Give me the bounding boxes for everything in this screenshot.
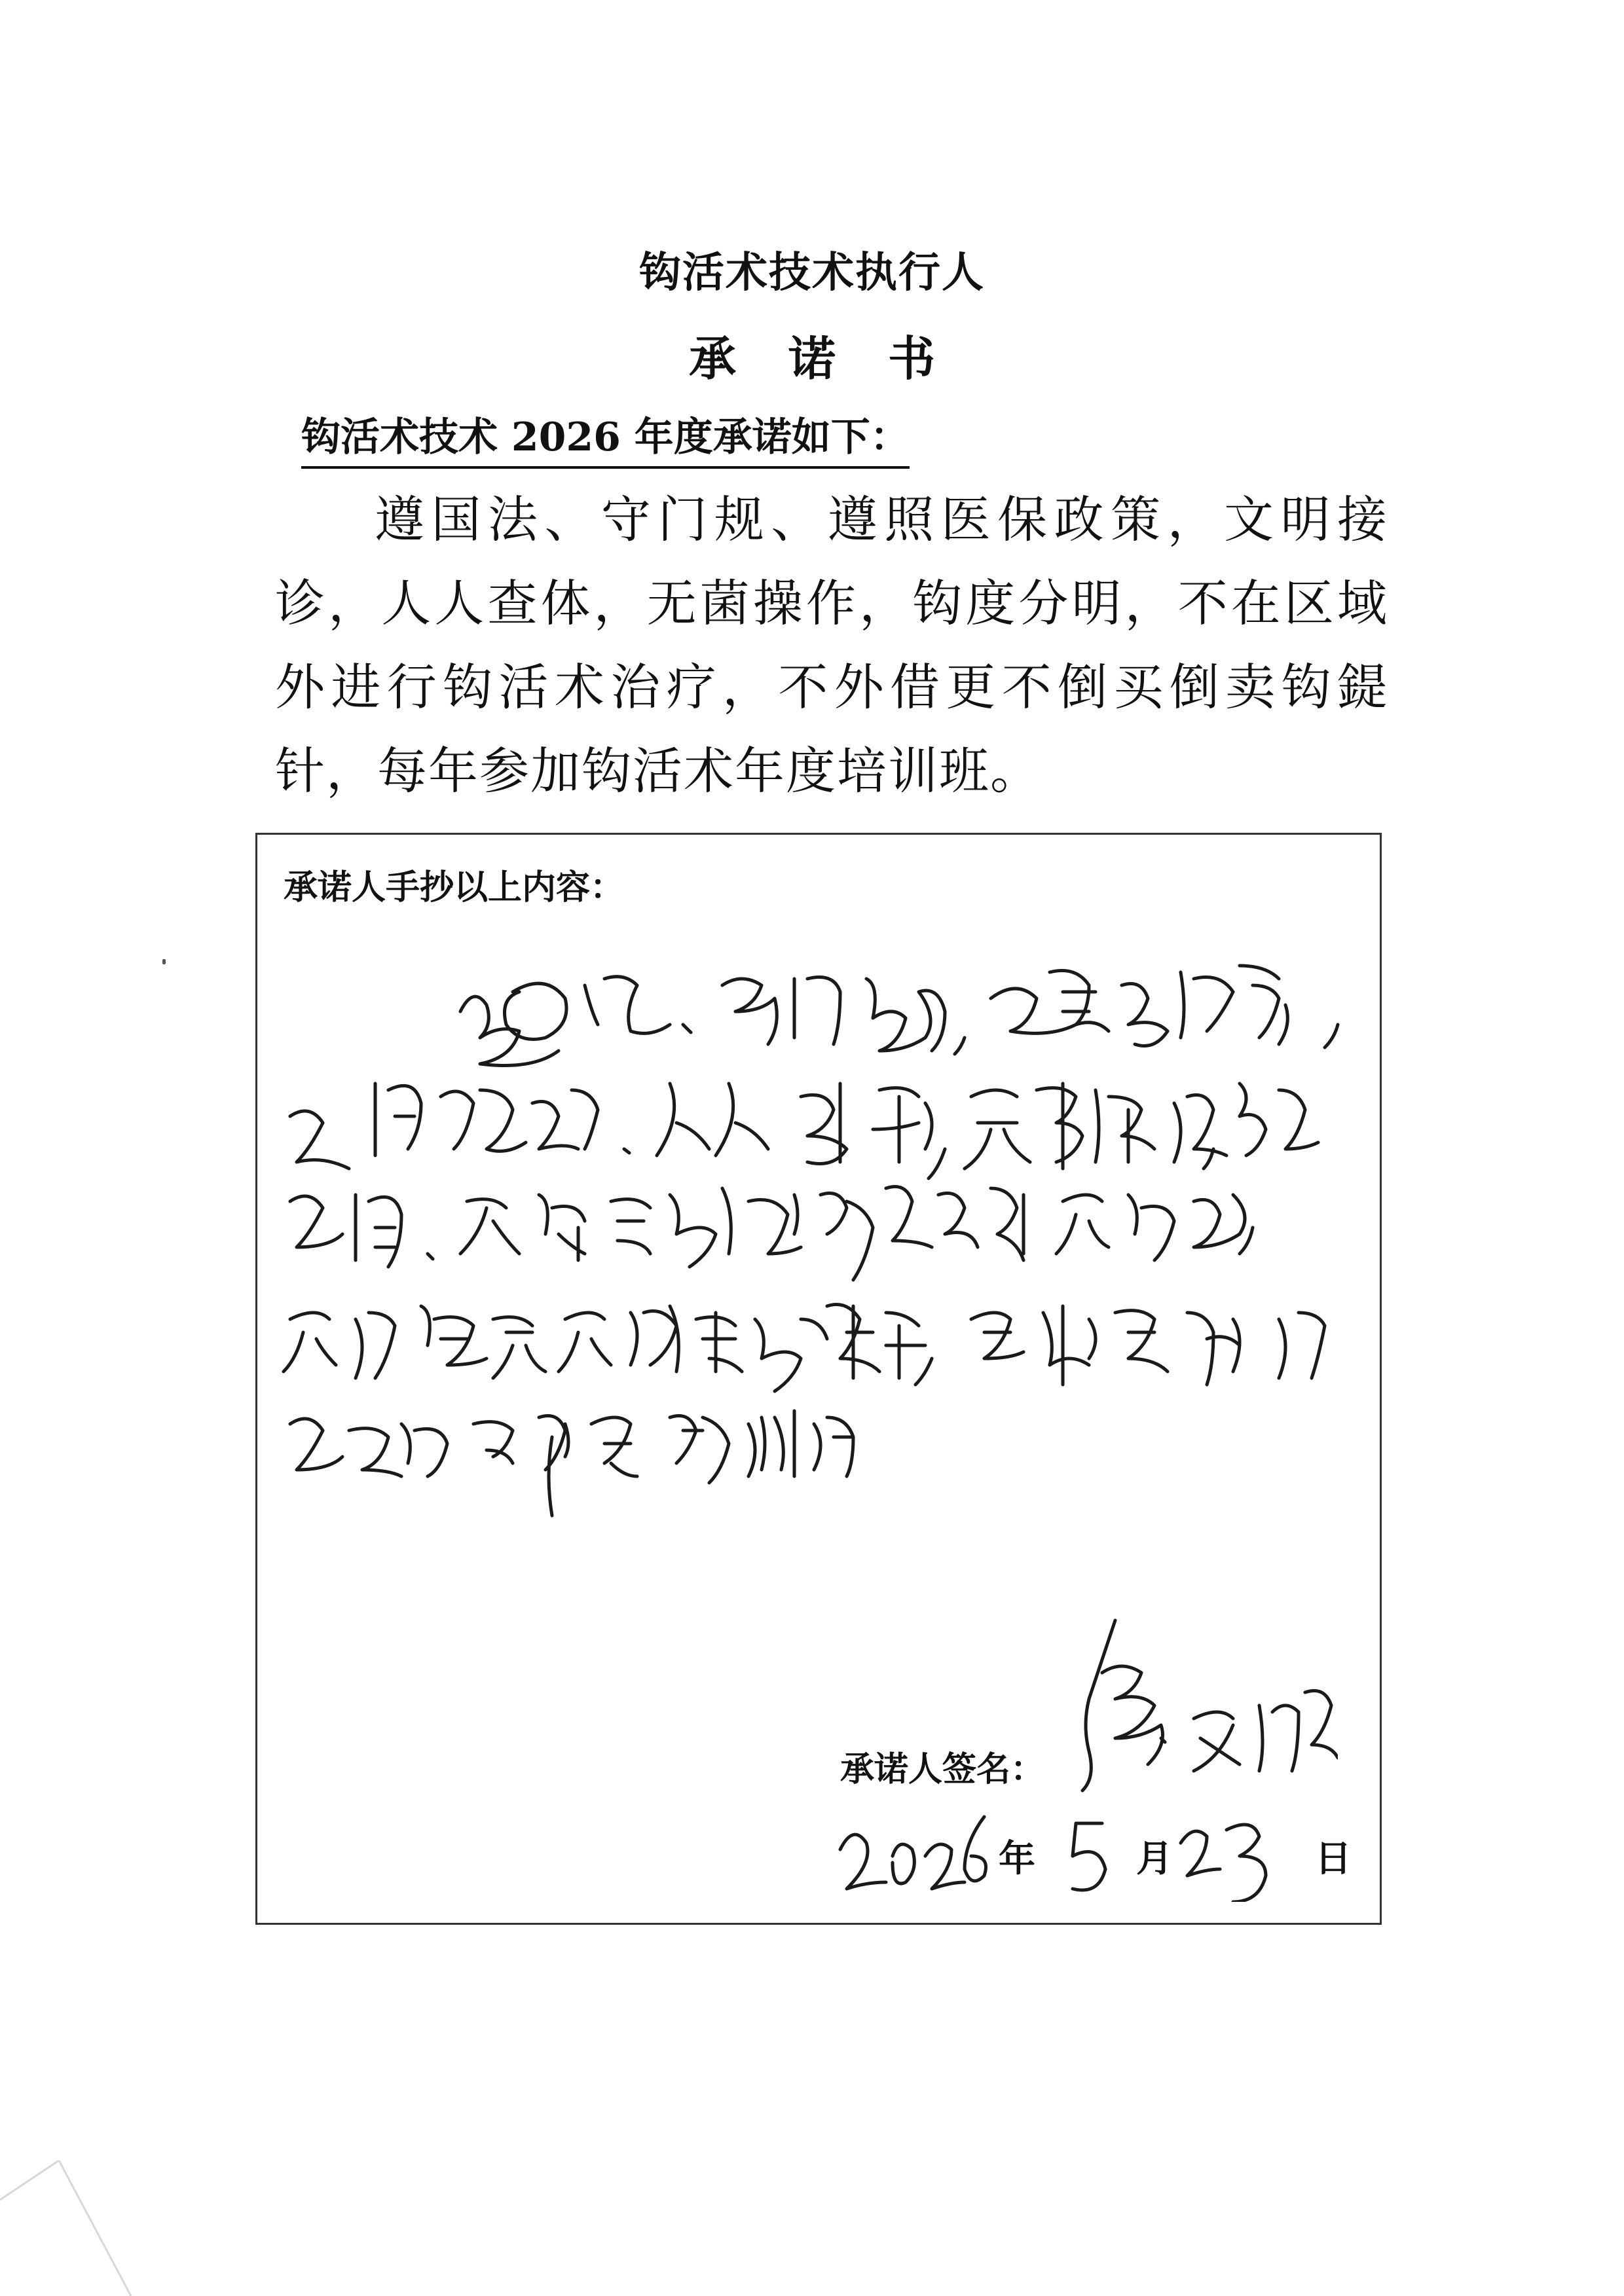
handwriting-line-4 xyxy=(284,1305,1325,1392)
date-year-handwritten xyxy=(834,1797,1004,1902)
copy-instruction-label: 承诺人手抄以上内容： xyxy=(284,868,625,907)
handwriting-box xyxy=(255,833,1382,1925)
date-year-unit: 年 xyxy=(999,1838,1035,1880)
date-month-handwritten xyxy=(1056,1810,1122,1902)
scan-corner-artifact xyxy=(0,2160,170,2296)
date-month-unit: 月 xyxy=(1136,1838,1173,1880)
date-day-handwritten xyxy=(1174,1804,1279,1902)
signature-label: 承诺人签名： xyxy=(840,1750,1045,1789)
signature-mark xyxy=(1063,1607,1338,1804)
document-subtitle: 承诺书 xyxy=(688,331,987,386)
handwriting-line-1 xyxy=(460,966,1338,1066)
date-day-unit: 日 xyxy=(1315,1838,1352,1880)
commitment-body: 遵国法、守门规、遵照医保政策，文明接诊，人人查体，无菌操作，钩度分明，不在区域外进行钩活术治疗，不外借更不倒买倒卖钩鍉针，每年参加钩活术年度培训班。 xyxy=(275,490,1388,800)
document-title: 钩活术技术执行人 xyxy=(639,248,985,297)
handwriting-line-3 xyxy=(290,1187,1253,1281)
handwriting-line-5 xyxy=(290,1411,853,1516)
scan-speck xyxy=(162,959,166,964)
signature-date xyxy=(834,1797,1371,1902)
handwriting-line-2 xyxy=(290,1084,1318,1178)
commitment-heading: 钩活术技术 2026 年度承诺如下： xyxy=(301,406,910,469)
